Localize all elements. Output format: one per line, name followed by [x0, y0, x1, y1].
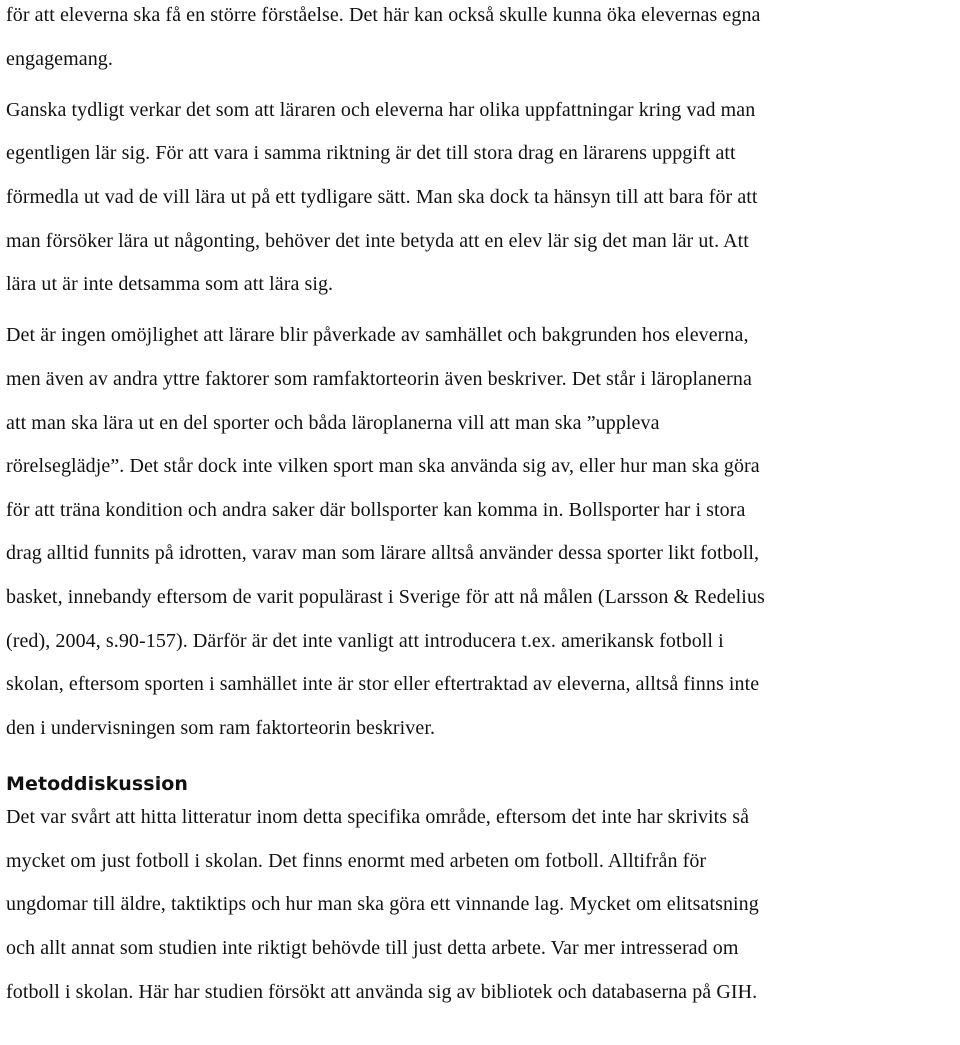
paragraph-line: engagemang.: [6, 47, 113, 70]
paragraph-line: för att träna kondition och andra saker där bollsporter kan komma in. Bollsporter har i stora: [6, 498, 746, 521]
paragraph-line: men även av andra yttre faktorer som ramfaktorteorin även beskriver. Det står i läroplanerna: [6, 367, 752, 390]
paragraph-line: rörelseglädje”. Det står dock inte vilken sport man ska använda sig av, eller hur man ska göra: [6, 455, 760, 478]
paragraph-line: förmedla ut vad de vill lära ut på ett tydligare sätt. Man ska dock ta hänsyn till att bara för att: [6, 185, 758, 208]
paragraph-line: basket, innebandy eftersom de varit populärast i Sverige för att nå målen (Larsson & Redelius: [6, 585, 765, 608]
paragraph-line: fotboll i skolan. Här har studien försökt att använda sig av bibliotek och databaserna på GIH.: [6, 980, 758, 1003]
paragraph-final: [6, 796, 958, 1014]
paragraph-line: och allt annat som studien inte riktigt behövde till just detta arbete. Var mer intresserad om: [6, 937, 739, 960]
paragraph-gap: [6, 81, 958, 89]
paragraph-line: man försöker lära ut någonting, behöver det inte betyda att en elev lär sig det man lär ut. Att: [6, 229, 749, 252]
paragraph-line: Det är ingen omöjlighet att lärare blir påverkade av samhället och bakgrunden hos eleverna,: [6, 324, 749, 347]
paragraph-gap: [6, 307, 958, 315]
paragraph-line: (red), 2004, s.90-157). Därför är det inte vanligt att introducera t.ex. amerikansk fotboll i: [6, 629, 724, 652]
paragraph-line: att man ska lära ut en del sporter och båda läroplanerna vill att man ska ”uppleva: [6, 411, 660, 434]
paragraph-line: ungdomar till äldre, taktiktips och hur man ska göra ett vinnande lag. Mycket om elitsatsning: [6, 893, 759, 916]
paragraph-line: drag alltid funnits på idrotten, varav man som lärare alltså använder dessa sporter likt fotboll,: [6, 542, 760, 565]
section-heading: Metoddiskussion: [6, 773, 189, 796]
paragraph-2: [6, 89, 958, 307]
paragraph-line: den i undervisningen som ram faktorteorin beskriver.: [6, 716, 436, 739]
document-page: [6, 0, 958, 1014]
paragraph-line: mycket om just fotboll i skolan. Det finns enormt med arbeten om fotboll. Alltifrån för: [6, 849, 707, 872]
paragraph-line: Det var svårt att hitta litteratur inom detta specifika område, eftersom det inte har skrivits så: [6, 806, 750, 829]
paragraph-line: egentligen lär sig. För att vara i samma riktning är det till stora drag en lärarens uppgift att: [6, 142, 736, 165]
paragraph-line: Ganska tydligt verkar det som att läraren och eleverna har olika uppfattningar kring vad man: [6, 98, 756, 121]
paragraph-1: [6, 0, 958, 81]
paragraph-line: lära ut är inte detsamma som att lära sig.: [6, 273, 334, 296]
paragraph-line: för att eleverna ska få en större förståelse. Det här kan också skulle kunna öka elevernas egna: [6, 4, 761, 26]
paragraph-line: skolan, eftersom sporten i samhället inte är stor eller eftertraktad av eleverna, alltså finns inte: [6, 673, 760, 696]
paragraph-3: [6, 314, 958, 750]
